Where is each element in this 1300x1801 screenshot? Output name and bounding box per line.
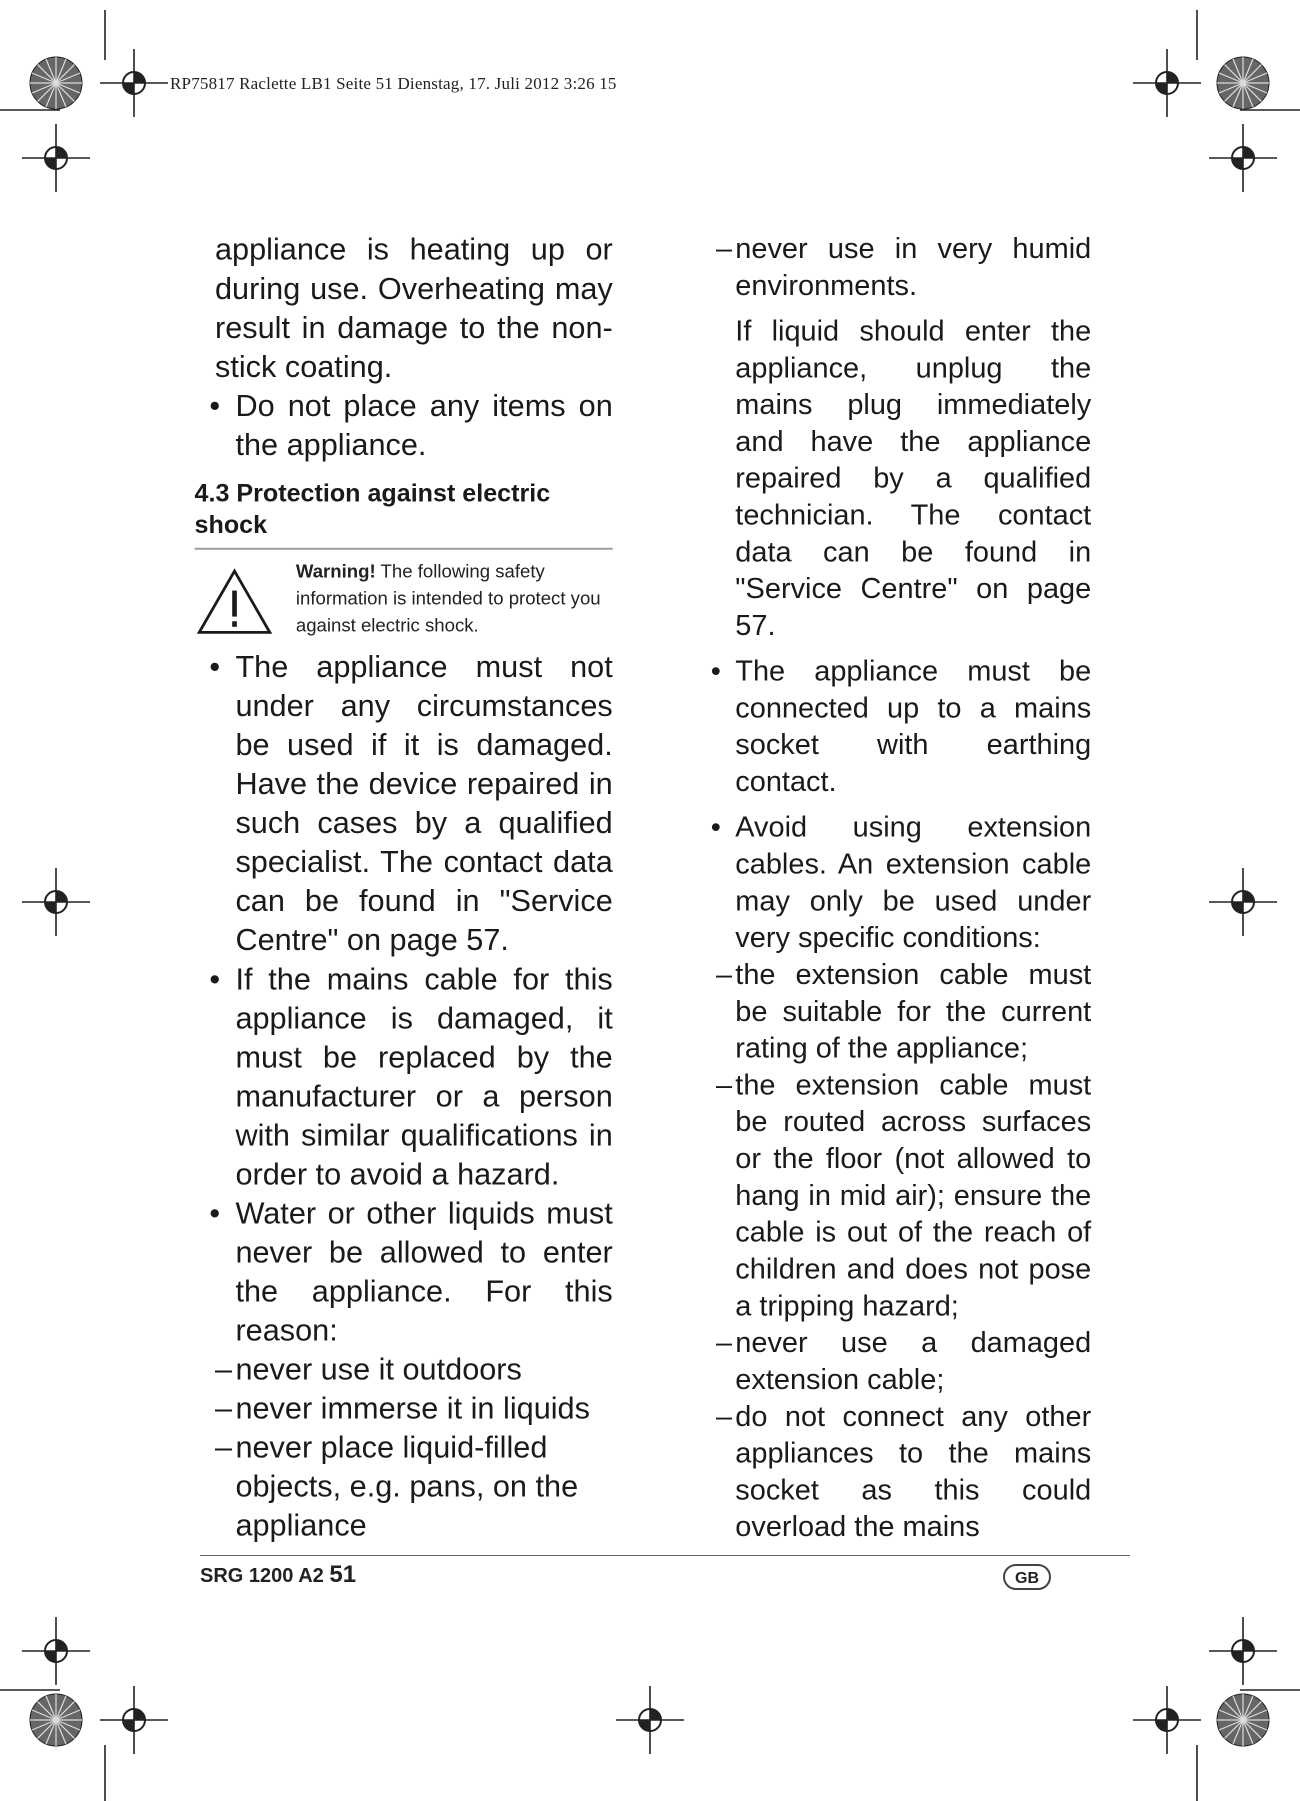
- registration-mark-icon: [1209, 868, 1277, 936]
- bullet-item: • Do not place any items on the appliance.: [215, 386, 613, 464]
- paragraph: appliance is heating up or during use. Overheating may result in damage to the non-stick coating.: [215, 231, 613, 384]
- registration-mark-icon: [1209, 124, 1277, 192]
- dash-item: – never use it outdoors: [215, 1350, 613, 1389]
- bullet-item: • Avoid using extension cables. An extension cable may only be used under very specific conditions:: [716, 809, 1091, 956]
- dash-item: – do not connect any other appliances to the mains socket as this could overload the mains: [716, 1398, 1091, 1545]
- language-badge: GB: [1003, 1564, 1051, 1590]
- bullet-item: • If the mains cable for this appliance is damaged, it must be replaced by the manufacturer or a person with similar qualifications in order to avoid a hazard.: [215, 960, 613, 1194]
- registration-wheel-icon: [30, 57, 82, 109]
- registration-mark-icon: [1133, 1686, 1201, 1754]
- dash-item: – the extension cable must be routed across surfaces or the floor (not allowed to hang in mid air); ensure the cable is out of the reach of children and does not pose a tripping hazard;: [716, 1066, 1091, 1324]
- registration-mark-icon: [1209, 1617, 1277, 1685]
- bullet-item: • The appliance must be connected up to a mains socket with earthing contact.: [716, 653, 1091, 800]
- dash-item: – never use in very humid environments.: [716, 230, 1091, 304]
- registration-mark-icon: [1133, 49, 1201, 117]
- registration-wheel-icon: [1217, 57, 1269, 109]
- registration-mark-icon: [22, 124, 90, 192]
- registration-mark-icon: [22, 868, 90, 936]
- print-slug: RP75817 Raclette LB1 Seite 51 Dienstag, 17. Juli 2012 3:26 15: [170, 74, 617, 93]
- warning-text: The following safety information is intended to protect you against electric shock.: [295, 561, 601, 637]
- registration-mark-icon: [100, 49, 168, 117]
- page-number: 51: [329, 1561, 357, 1588]
- dash-item: – the extension cable must be suitable for the current rating of the appliance;: [716, 956, 1091, 1066]
- dash-item: – never place liquid-filled objects, e.g. pans, on the appliance: [215, 1428, 613, 1545]
- registration-mark-icon: [22, 1617, 90, 1685]
- registration-mark-icon: [616, 1686, 684, 1754]
- bullet-item: • The appliance must not under any circumstances be used if it is damaged. Have the device repaired in such cases by a qualified specialist. The contact data can be found in "Service Centre" on page 57.: [215, 647, 613, 959]
- paragraph: If liquid should enter the appliance, unplug the mains plug immediately and have the appliance repaired by a qualified technician. The contact data can be found in "Service Centre" on page 57.: [735, 314, 1092, 642]
- bullet-item: • Water or other liquids must never be allowed to enter the appliance. For this reason:: [215, 1194, 613, 1350]
- section-heading: 4.3 Protection against electric shock: [195, 477, 613, 549]
- dash-item: – never use a damaged extension cable;: [716, 1324, 1091, 1398]
- dash-item: – never immerse it in liquids: [215, 1389, 613, 1428]
- registration-wheel-icon: [30, 1694, 82, 1746]
- model-number: SRG 1200 A2: [200, 1565, 324, 1587]
- warning-label: Warning!: [295, 561, 376, 583]
- registration-mark-icon: [100, 1686, 168, 1754]
- registration-wheel-icon: [1217, 1694, 1269, 1746]
